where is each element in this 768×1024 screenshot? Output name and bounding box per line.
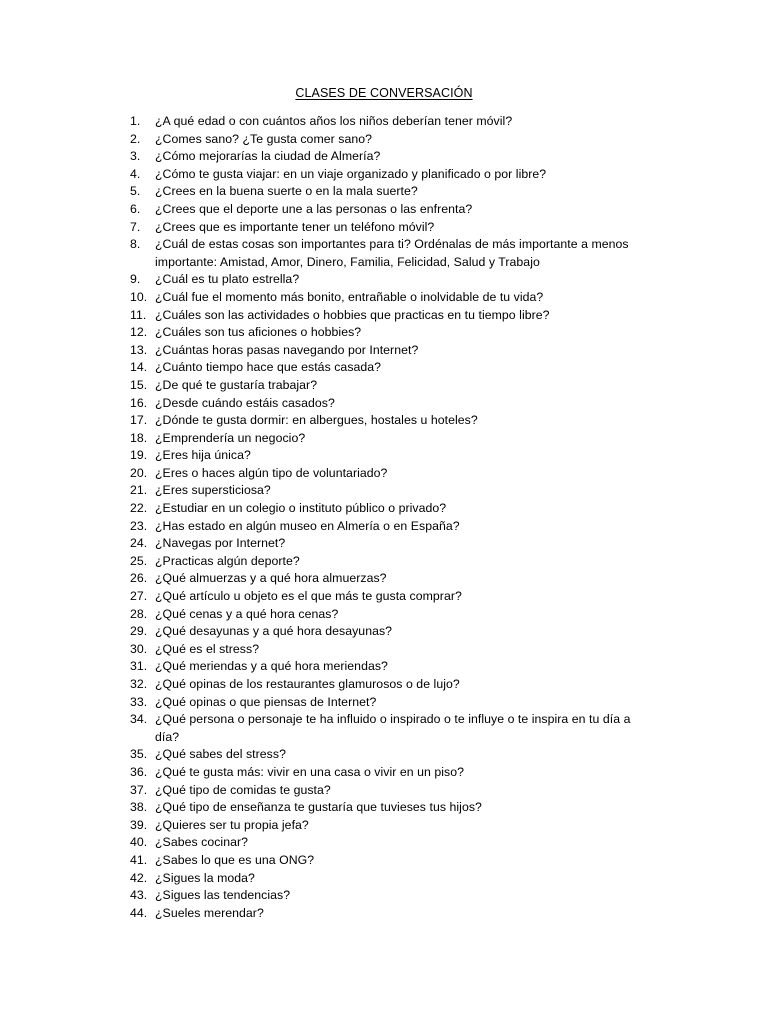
question-number: 20. — [130, 465, 148, 480]
question-item — [130, 799, 690, 817]
question-item — [130, 518, 690, 536]
question-number: 25. — [130, 553, 148, 568]
question-text: ¿Cómo mejorarías la ciudad de Almería? — [155, 149, 381, 164]
question-text: ¿Navegas por Internet? — [155, 536, 286, 551]
question-item — [130, 342, 690, 360]
question-item — [130, 359, 690, 377]
question-number: 23. — [130, 518, 148, 533]
question-number: 7. — [130, 219, 141, 234]
question-number: 39. — [130, 817, 148, 832]
question-number: 9. — [130, 272, 141, 287]
question-number: 22. — [130, 501, 148, 516]
question-number: 40. — [130, 835, 148, 850]
question-text: ¿Emprendería un negocio? — [155, 430, 306, 445]
question-number: 18. — [130, 430, 148, 445]
question-number: 15. — [130, 377, 148, 392]
question-item — [130, 183, 690, 201]
question-item — [130, 324, 690, 342]
question-text: ¿Sabes cocinar? — [155, 835, 249, 850]
question-text: ¿Cuáles son tus aficiones o hobbies? — [155, 325, 362, 340]
question-number: 19. — [130, 448, 148, 463]
question-text: ¿Sueles merendar? — [155, 905, 264, 920]
question-item — [130, 623, 690, 641]
question-item — [130, 377, 690, 395]
question-item — [130, 641, 690, 659]
question-text: ¿Cuál fue el momento más bonito, entrañable o inolvidable de tu vida? — [155, 289, 544, 304]
question-item — [130, 201, 690, 219]
question-number: 17. — [130, 413, 148, 428]
question-item — [130, 711, 690, 746]
question-number: 31. — [130, 659, 148, 674]
question-text: ¿Comes sano? ¿Te gusta comer sano? — [155, 131, 372, 146]
question-item — [130, 535, 690, 553]
question-number: 12. — [130, 325, 148, 340]
question-number: 36. — [130, 764, 148, 779]
question-text: ¿Eres o haces algún tipo de voluntariado? — [155, 465, 388, 480]
question-text: ¿Qué artículo u objeto es el que más te gusta comprar? — [155, 589, 462, 604]
question-number: 13. — [130, 342, 148, 357]
question-number: 41. — [130, 852, 148, 867]
question-number: 38. — [130, 800, 148, 815]
question-number: 2. — [130, 131, 141, 146]
question-number: 21. — [130, 483, 148, 498]
question-item — [130, 870, 690, 888]
question-number: 14. — [130, 360, 148, 375]
question-number: 30. — [130, 641, 148, 656]
question-text: ¿Crees en la buena suerte o en la mala suerte? — [155, 184, 418, 199]
question-item — [130, 395, 690, 413]
question-text: ¿Practicas algún deporte? — [155, 553, 300, 568]
question-item — [130, 113, 690, 131]
question-text: ¿Cuál es tu plato estrella? — [155, 272, 300, 287]
question-text: ¿Has estado en algún museo en Almería o en España? — [155, 518, 460, 533]
question-text: ¿Crees que el deporte une a las personas o las enfrenta? — [155, 201, 473, 216]
question-number: 8. — [130, 237, 141, 252]
question-text: ¿Cuál de estas cosas son importantes para ti? Ordénalas de más importante a menos importante: Amistad, Amor, Dinero, Familia, Felicidad, Salud y Trabajo — [155, 237, 629, 269]
question-list — [130, 113, 690, 922]
question-text: ¿Cuáles son las actividades o hobbies que practicas en tu tiempo libre? — [155, 307, 550, 322]
question-item — [130, 430, 690, 448]
question-text: ¿Qué opinas o que piensas de Internet? — [155, 694, 377, 709]
question-number: 5. — [130, 184, 141, 199]
question-text: ¿Eres supersticiosa? — [155, 483, 271, 498]
question-number: 28. — [130, 606, 148, 621]
question-item — [130, 236, 690, 271]
question-number: 44. — [130, 905, 148, 920]
question-text: ¿Qué opinas de los restaurantes glamurosos o de lujo? — [155, 677, 460, 691]
question-item — [130, 817, 690, 835]
question-number: 26. — [130, 571, 148, 586]
question-item — [130, 782, 690, 800]
question-text: ¿Qué tipo de enseñanza te gustaría que tuvieses tus hijos? — [155, 800, 482, 815]
question-item — [130, 852, 690, 870]
question-number: 32. — [130, 677, 148, 691]
question-text: ¿Cuántas horas pasas navegando por Internet? — [155, 342, 419, 357]
question-text: ¿Estudiar en un colegio o instituto público o privado? — [155, 501, 447, 516]
question-item — [130, 588, 690, 606]
question-text: ¿Eres hija única? — [155, 448, 251, 463]
question-number: 24. — [130, 536, 148, 551]
question-number: 11. — [130, 307, 147, 322]
question-text: ¿Crees que es importante tener un teléfono móvil? — [155, 219, 435, 234]
question-text: ¿Dónde te gusta dormir: en albergues, hostales u hoteles? — [155, 413, 478, 428]
question-item — [130, 219, 690, 237]
question-text: ¿Qué es el stress? — [155, 641, 260, 656]
question-text: ¿De qué te gustaría trabajar? — [155, 377, 318, 392]
question-text: ¿Qué meriendas y a qué hora meriendas? — [155, 659, 388, 674]
question-item — [130, 307, 690, 325]
question-item — [130, 131, 690, 149]
question-item — [130, 271, 690, 289]
question-item — [130, 606, 690, 624]
question-number: 1. — [130, 114, 141, 128]
question-item — [130, 412, 690, 430]
question-item — [130, 834, 690, 852]
question-number: 35. — [130, 747, 148, 762]
question-item — [130, 658, 690, 676]
question-item — [130, 166, 690, 184]
question-item — [130, 694, 690, 712]
question-text: ¿Cómo te gusta viajar: en un viaje organizado y planificado o por libre? — [155, 166, 547, 181]
question-number: 33. — [130, 694, 148, 709]
question-text: ¿A qué edad o con cuántos años los niños deberían tener móvil? — [155, 114, 513, 128]
question-item — [130, 905, 690, 923]
question-item — [130, 887, 690, 905]
question-item — [130, 447, 690, 465]
question-item — [130, 746, 690, 764]
question-number: 16. — [130, 395, 148, 410]
question-number: 42. — [130, 870, 148, 885]
question-text: ¿Qué desayunas y a qué hora desayunas? — [155, 624, 393, 639]
question-number: 43. — [130, 888, 148, 903]
question-number: 37. — [130, 782, 148, 797]
question-text: ¿Sigues las tendencias? — [155, 888, 291, 903]
question-text: ¿Qué sabes del stress? — [155, 747, 286, 762]
question-item — [130, 570, 690, 588]
question-number: 27. — [130, 589, 148, 604]
question-text: ¿Sigues la moda? — [155, 870, 255, 885]
question-item — [130, 482, 690, 500]
question-item — [130, 289, 690, 307]
question-text: ¿Cuánto tiempo hace que estás casada? — [155, 360, 382, 375]
question-item — [130, 148, 690, 166]
question-number: 4. — [130, 166, 141, 181]
question-text: ¿Qué persona o personaje te ha influido o inspirado o te influye o te inspira en tu día a día? — [155, 712, 631, 744]
question-text: ¿Qué te gusta más: vivir en una casa o vivir en un piso? — [155, 764, 465, 779]
question-text: ¿Quieres ser tu propia jefa? — [155, 817, 309, 832]
question-number: 3. — [130, 149, 141, 164]
question-item — [130, 764, 690, 782]
question-number: 10. — [130, 289, 148, 304]
question-item — [130, 676, 690, 694]
question-number: 6. — [130, 201, 141, 216]
question-text: ¿Desde cuándo estáis casados? — [155, 395, 335, 410]
question-item — [130, 553, 690, 571]
question-number: 29. — [130, 624, 148, 639]
question-text: ¿Qué almuerzas y a qué hora almuerzas? — [155, 571, 387, 586]
question-item — [130, 500, 690, 518]
question-text: ¿Sabes lo que es una ONG? — [155, 852, 315, 867]
document-title: CLASES DE CONVERSACIÓN — [295, 86, 473, 100]
question-number: 34. — [130, 712, 148, 727]
question-text: ¿Qué cenas y a qué hora cenas? — [155, 606, 339, 621]
question-text: ¿Qué tipo de comidas te gusta? — [155, 782, 331, 797]
question-item — [130, 465, 690, 483]
